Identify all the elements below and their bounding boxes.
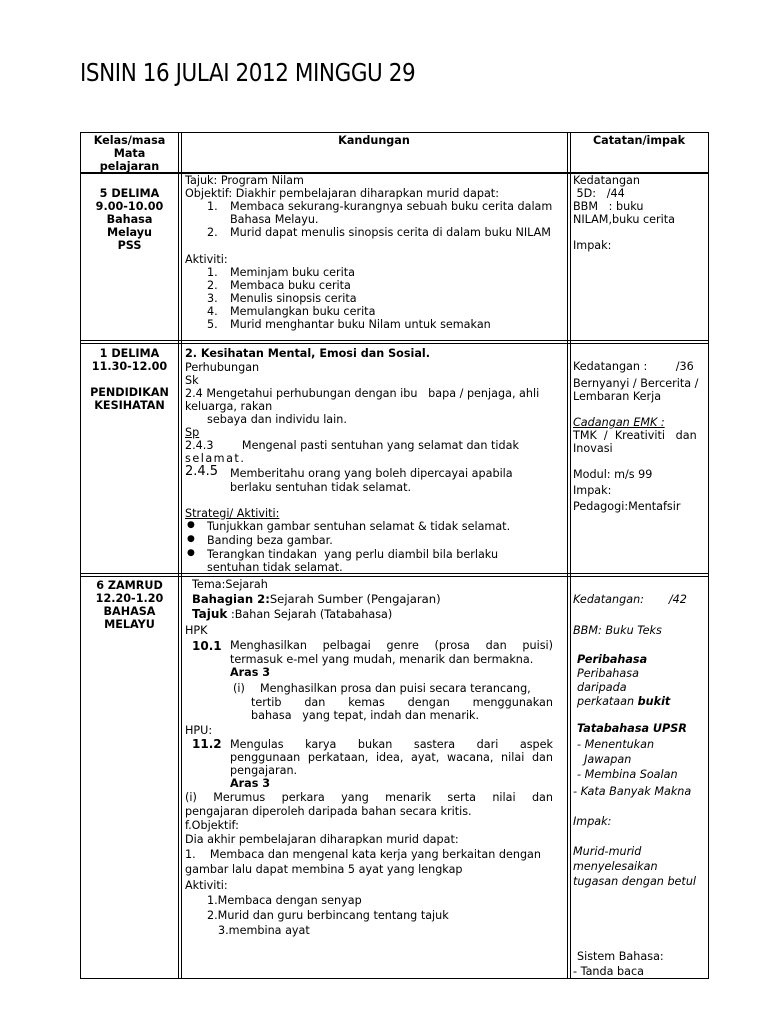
bullet-icon: ● (187, 520, 195, 530)
list-item: Tunjukkan gambar sentuhan selamat & tidak selamat. (207, 520, 511, 533)
list-item: Meminjam buku cerita (230, 266, 356, 279)
row1-objektif: Objektif: Diakhir pembelajaran diharapkan murid dapat: (185, 187, 499, 200)
row3-text: 1. Membaca dan mengenal kata kerja yang berkaitan dengan (185, 848, 542, 861)
list-number: 5. (207, 318, 218, 331)
row3-hpu: HPU: (185, 724, 213, 737)
list-number: 2. (207, 226, 218, 239)
row1-aktiviti-label: Aktiviti: (185, 253, 228, 266)
page-title: ISNIN 16 JULAI 2012 MINGGU 29 (80, 58, 416, 87)
row2-class-line: KESIHATAN (94, 399, 165, 412)
row3-tajuk-text: :Bahan Sejarah (Tatabahasa) (230, 608, 393, 621)
row3-aras: Aras 3 (230, 777, 271, 790)
row3-note: daripada (577, 681, 627, 694)
row3-text: Dia akhir pembelajaran diharapkan murid dapat: (185, 833, 459, 846)
row3-peribahasa-heading: Peribahasa (577, 653, 648, 666)
row3-class-line: MELAYU (104, 618, 155, 631)
row2-text: Perhubungan (185, 361, 260, 374)
row2-note: Inovasi (573, 442, 613, 455)
row3-bbm: BBM: Buku Teks (573, 624, 662, 637)
row2-class-line: PENDIDIKAN (90, 386, 169, 399)
row3-note: - Kata Banyak Makna (573, 785, 692, 798)
row2-text: 2.4 Mengetahui perhubungan dengan ibu bapa / penjaga, ahli (185, 387, 540, 400)
row-divider (80, 343, 709, 344)
row3-text: Mengulas karya bukan sastera dari aspek (230, 738, 553, 751)
header-col1-line: Mata (113, 147, 146, 160)
list-item: Membaca buku cerita (230, 279, 351, 292)
column-divider (181, 132, 182, 979)
row1-class-line: 9.00-10.00 (95, 200, 164, 213)
row1-class-line: PSS (117, 239, 142, 252)
row2-note: Pedagogi:Mentafsir (573, 500, 681, 513)
list-item: Murid menghantar buku Nilam untuk semakan (230, 318, 491, 331)
row3-bahagian (192, 593, 441, 606)
row1-tajuk: Tajuk: Program Nilam (185, 174, 304, 187)
row3-tanda: - Tanda baca (573, 965, 644, 978)
row3-note: Murid-murid (573, 845, 642, 858)
note-line: NILAM,buku cerita (573, 213, 675, 226)
column-divider (570, 132, 571, 979)
row3-class-line: 6 ZAMRUD (96, 579, 163, 592)
row2-class (80, 347, 179, 412)
row3-note-part: perkataan (577, 695, 638, 708)
row3-text: pengajaran. (230, 764, 298, 777)
row-divider (80, 576, 709, 577)
row3-aktiviti-label: Aktiviti: (185, 879, 228, 892)
row3-hpk: HPK (185, 624, 208, 637)
row2-text: selamat. (185, 452, 246, 465)
row3-tajuk (192, 608, 392, 621)
row3-impak: Impak: (573, 815, 612, 828)
row3-text: (i) Merumus perkara yang menarik serta nilai dan (185, 791, 553, 804)
row2-text: 2.4.5 (185, 464, 219, 479)
column-divider (567, 132, 568, 979)
list-item: 1.Membaca dengan senyap (207, 894, 362, 907)
row2-kedatangan: Kedatangan : /36 (573, 360, 694, 373)
row3-text: bahasa yang tepat, indah dan menarik. (251, 709, 480, 722)
list-number: 1. (207, 200, 218, 213)
row2-note: Bernyanyi / Bercerita / (573, 377, 699, 390)
note-line: Kedatangan (573, 174, 640, 187)
row2-emk-label: Cadangan EMK : (573, 416, 665, 429)
header-col1 (80, 134, 179, 173)
row3-text: termasuk e-mel yang mudah, menarik dan bermakna. (230, 653, 534, 666)
row3-class-line: BAHASA (103, 605, 156, 618)
row3-note-bold: bukit (637, 695, 671, 708)
list-item: Banding beza gambar. (207, 534, 333, 547)
table-border-top (80, 132, 709, 133)
row3-text: tertib dan kemas dengan menggunakan (251, 696, 553, 709)
row3-note: - Membina Soalan (577, 768, 678, 781)
row3-bahagian-label: Bahagian 2: (192, 592, 270, 606)
header-col2: Kandungan (338, 134, 410, 147)
row2-text: 2.4.3 Mengenal pasti sentuhan yang selamat dan tidak (185, 439, 519, 452)
row2-text: keluarga, rakan (185, 400, 273, 413)
row2-note: TMK / Kreativiti dan (573, 429, 697, 442)
row3-tajuk-label: Tajuk (192, 607, 228, 621)
row2-text: sebaya dan individu lain. (207, 413, 347, 426)
table-border-bottom (80, 978, 709, 979)
row3-text: gambar lalu dapat membina 5 ayat yang lengkap (185, 863, 463, 876)
row3-tatabahasa-heading: Tatabahasa UPSR (577, 722, 687, 735)
row3-note (577, 695, 670, 708)
list-item: 3.membina ayat (218, 924, 310, 937)
row3-text: pengajaran diperoleh daripada bahan secara kritis. (185, 805, 472, 818)
row3-note: Peribahasa (577, 667, 639, 680)
table-border-left (80, 132, 81, 979)
row1-class-line: 5 DELIMA (99, 187, 160, 200)
row-divider (80, 573, 709, 574)
note-line: 5D: /44 (573, 187, 625, 200)
row1-notes (573, 174, 675, 252)
row2-note: Impak: (573, 484, 612, 497)
row3-kedatangan: Kedatangan: /42 (573, 593, 687, 606)
list-item: Terangkan tindakan yang perlu diambil bila berlaku (207, 548, 499, 561)
header-col3: Catatan/impak (592, 134, 686, 147)
row3-text: (i) (233, 682, 245, 695)
list-item: Memulangkan buku cerita (230, 305, 376, 318)
note-line: BBM : buku (573, 200, 644, 213)
list-item: Menulis sinopsis cerita (230, 292, 357, 305)
row3-note: Jawapan (577, 753, 632, 766)
row3-hpu-num: 11.2 (192, 737, 222, 751)
row3-class (80, 579, 179, 631)
row3-class-line: 12.20-1.20 (95, 592, 164, 605)
row2-strategi-label: Strategi/ Aktiviti: (185, 507, 280, 520)
row3-hpk-num: 10.1 (192, 639, 222, 653)
row3-tema: Tema:Sejarah (192, 578, 268, 591)
header-col1-line: pelajaran (99, 160, 160, 173)
list-item: sentuhan tidak selamat. (207, 561, 343, 574)
row2-note: Lembaran Kerja (573, 390, 662, 403)
list-item: Membaca sekurang-kurangnya sebuah buku cerita dalam (230, 200, 553, 213)
row3-text: Menghasilkan prosa dan puisi secara terancang, (260, 682, 531, 695)
list-number: 4. (207, 305, 218, 318)
row3-note: - Menentukan (577, 738, 655, 751)
column-divider (178, 132, 179, 979)
list-item: Bahasa Melayu. (230, 213, 319, 226)
row2-sp-label: Sp (185, 426, 200, 439)
spacer (80, 373, 179, 386)
row3-note: tugasan dengan betul (573, 875, 697, 888)
header-col1-line: Kelas/masa (93, 134, 166, 147)
list-item: Murid dapat menulis sinopsis cerita di dalam buku NILAM (230, 226, 551, 239)
row3-text: penggunaan perkataan, idea, ayat, wacana, nilai dan (230, 751, 553, 764)
row2-text: Memberitahu orang yang boleh dipercayai apabila (230, 467, 513, 480)
lesson-table (80, 132, 709, 980)
row1-class-line: Melayu (106, 226, 153, 239)
row1-class (80, 187, 179, 252)
row2-text: Sk (185, 374, 199, 387)
row2-class-line: 1 DELIMA (99, 347, 160, 360)
list-number: 1. (207, 266, 218, 279)
list-number: 2. (207, 279, 218, 292)
row3-aras: Aras 3 (230, 666, 271, 679)
row3-note: menyelesaikan (573, 860, 658, 873)
list-item: 2.Murid dan guru berbincang tentang tajuk (207, 909, 449, 922)
bullet-icon: ● (187, 534, 195, 544)
bullet-icon: ● (187, 548, 195, 558)
row2-class-line: 11.30-12.00 (91, 360, 168, 373)
row-divider (80, 340, 709, 341)
row3-sistem: Sistem Bahasa: (577, 950, 664, 963)
spacer (573, 226, 675, 239)
row3-bahagian-text: Sejarah Sumber (Pengajaran) (269, 592, 441, 606)
row2-heading: 2. Kesihatan Mental, Emosi dan Sosial. (185, 347, 430, 360)
list-number: 3. (207, 292, 218, 305)
row1-class-line: Bahasa (106, 213, 153, 226)
row3-text: f.Objektif: (185, 819, 239, 832)
row2-text: berlaku sentuhan tidak selamat. (230, 481, 412, 494)
table-border-right (708, 132, 709, 979)
row2-note: Modul: m/s 99 (573, 468, 653, 481)
note-line: Impak: (573, 239, 612, 252)
row3-text: Menghasilkan pelbagai genre (prosa dan puisi) (230, 639, 553, 652)
